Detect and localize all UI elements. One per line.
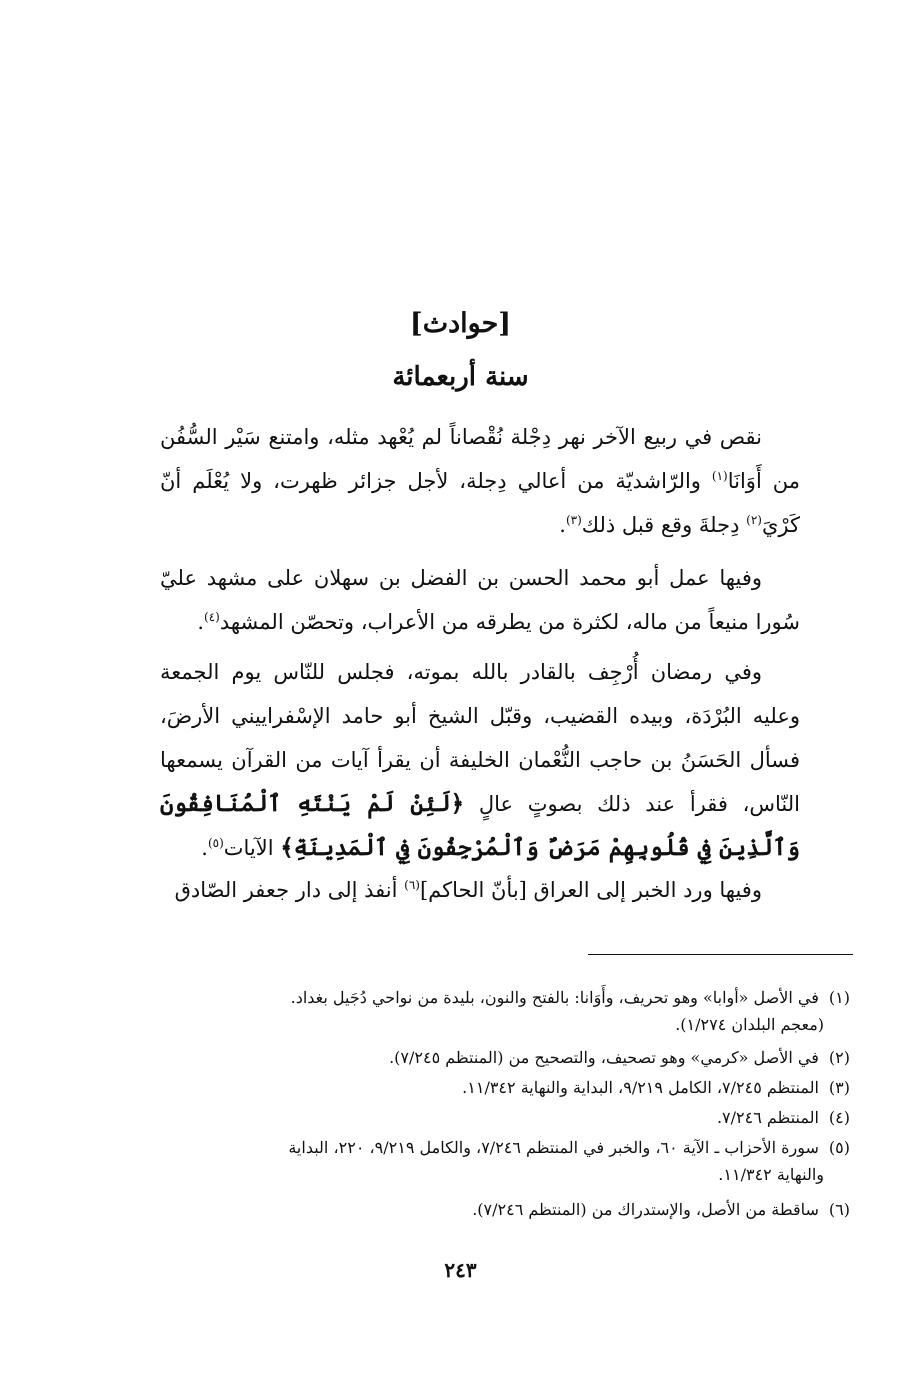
- punctuation: .: [201, 836, 208, 860]
- footnote-number: (٦): [828, 1200, 850, 1219]
- footnote-continuation: والنهاية ١١/٣٤٢.: [718, 1165, 824, 1184]
- section-heading: [حوادث]: [409, 308, 512, 339]
- footnote-text: في الأصل «أوابا» وهو تحريف، وأَوَانا: بالفتح والنون، بليدة من نواحي دُجَيل بغداد.: [290, 988, 819, 1007]
- punctuation: .: [197, 610, 205, 634]
- year-heading: سنة أربعمائة: [392, 362, 529, 392]
- footnote: [160, 1044, 850, 1071]
- paragraph-ramadan: [160, 650, 800, 870]
- footnote: [160, 1104, 850, 1131]
- footnote-ref: (٣): [565, 513, 582, 527]
- footnote: [160, 1196, 850, 1223]
- paragraph-text: أنفذ إلى دار جعفر الصّادق: [174, 878, 405, 902]
- footnote: [160, 1074, 850, 1101]
- footnote-text: سورة الأحزاب ـ الآية ٦٠، والخبر في المنتظم ٧/٢٤٦، والكامل ٩/٢١٩، ٢٢٠، البداية: [288, 1138, 819, 1157]
- footnote-text: في الأصل «كرمي» وهو تصحيف، والتصحيح من (المنتظم ٧/٢٤٥).: [389, 1048, 819, 1067]
- footnote: [160, 1134, 850, 1188]
- paragraph-text: دِجلةَ وقع قبل ذلك: [581, 513, 747, 537]
- footnote-number: (٢): [828, 1048, 850, 1067]
- paragraph-text: وفي رمضان أُرْجِف بالقادر بالله بموته، فجلس للنّاس يوم الجمعة وعليه البُرْدَة، وبيده القضيب، وقبّل الشيخ أبو حامد الإسْفراييني الأرضَ، فسأل الحَسَنُ بن حاجب النُّعْمان الخليفة أن يقرأ آيات من القرآن يسمعها النّاس، فقرأ عند ذلك بصوتٍ عالٍ: [160, 660, 801, 816]
- footnote-ref: (٥): [207, 836, 224, 850]
- footnote-continuation: (معجم البلدان ١/٢٧٤).: [675, 1015, 824, 1034]
- footnote-number: (٥): [828, 1138, 850, 1157]
- footnote-separator: [588, 954, 853, 955]
- footnote-text: المنتظم ٧/٢٤٦.: [716, 1108, 819, 1127]
- quran-verse: ﴿لَئِنْ لَمْ يَنْتَهِ ٱلْمُنَافِقُونَ وَٱلَّذِينَ فِي قُلُوبِهِمْ مَرَضٌ وَٱلْمُرْجِفُونَ فِي ٱلْمَدِينَةِ﴾: [160, 790, 800, 861]
- footnote-number: (١): [828, 988, 850, 1007]
- footnote-text: ساقطة من الأصل، والإستدراك من (المنتظم ٧/٢٤٦).: [472, 1200, 819, 1219]
- footnote-ref: (٢): [746, 513, 762, 527]
- paragraph-news: [160, 868, 800, 912]
- footnote-ref: (١): [711, 469, 728, 483]
- footnote-number: (٤): [828, 1108, 850, 1127]
- punctuation: .: [559, 513, 566, 537]
- footnote-number: (٣): [828, 1078, 850, 1097]
- paragraph-text: نقص في ربيع الآخر نهر دِجْلة نُقْصاناً لم يُعْهد مثله، وامتنع سَيْر السُّفُن من أَوَانَا: [160, 425, 800, 493]
- footnote-ref: (٤): [204, 610, 220, 624]
- paragraph-text: الآيات: [223, 836, 281, 860]
- page-number: ٢٤٣: [444, 1258, 477, 1282]
- footnote-ref: (٦): [404, 878, 420, 892]
- paragraph-text: وفيها عمل أبو محمد الحسن بن الفضل بن سهلان على مشهد عليّ سُورا منيعاً من ماله، لكثرة من يطرقه من الأعراب، وتحصّن المشهد: [160, 566, 800, 634]
- footnote: [160, 984, 850, 1038]
- paragraph-text: والرّاشديّة من أعالي دِجلة، لأجل جزائر ظهرت، ولا يُعْلَم أنّ كَرْيَ: [160, 469, 800, 537]
- paragraph-text: وفيها ورد الخبر إلى العراق [بأنّ الحاكم]: [419, 878, 762, 902]
- footnote-text: المنتظم ٧/٢٤٥، الكامل ٩/٢١٩، البداية والنهاية ١١/٣٤٢.: [462, 1078, 819, 1097]
- paragraph-tigris: [160, 415, 800, 547]
- paragraph-shrine-wall: [160, 556, 800, 644]
